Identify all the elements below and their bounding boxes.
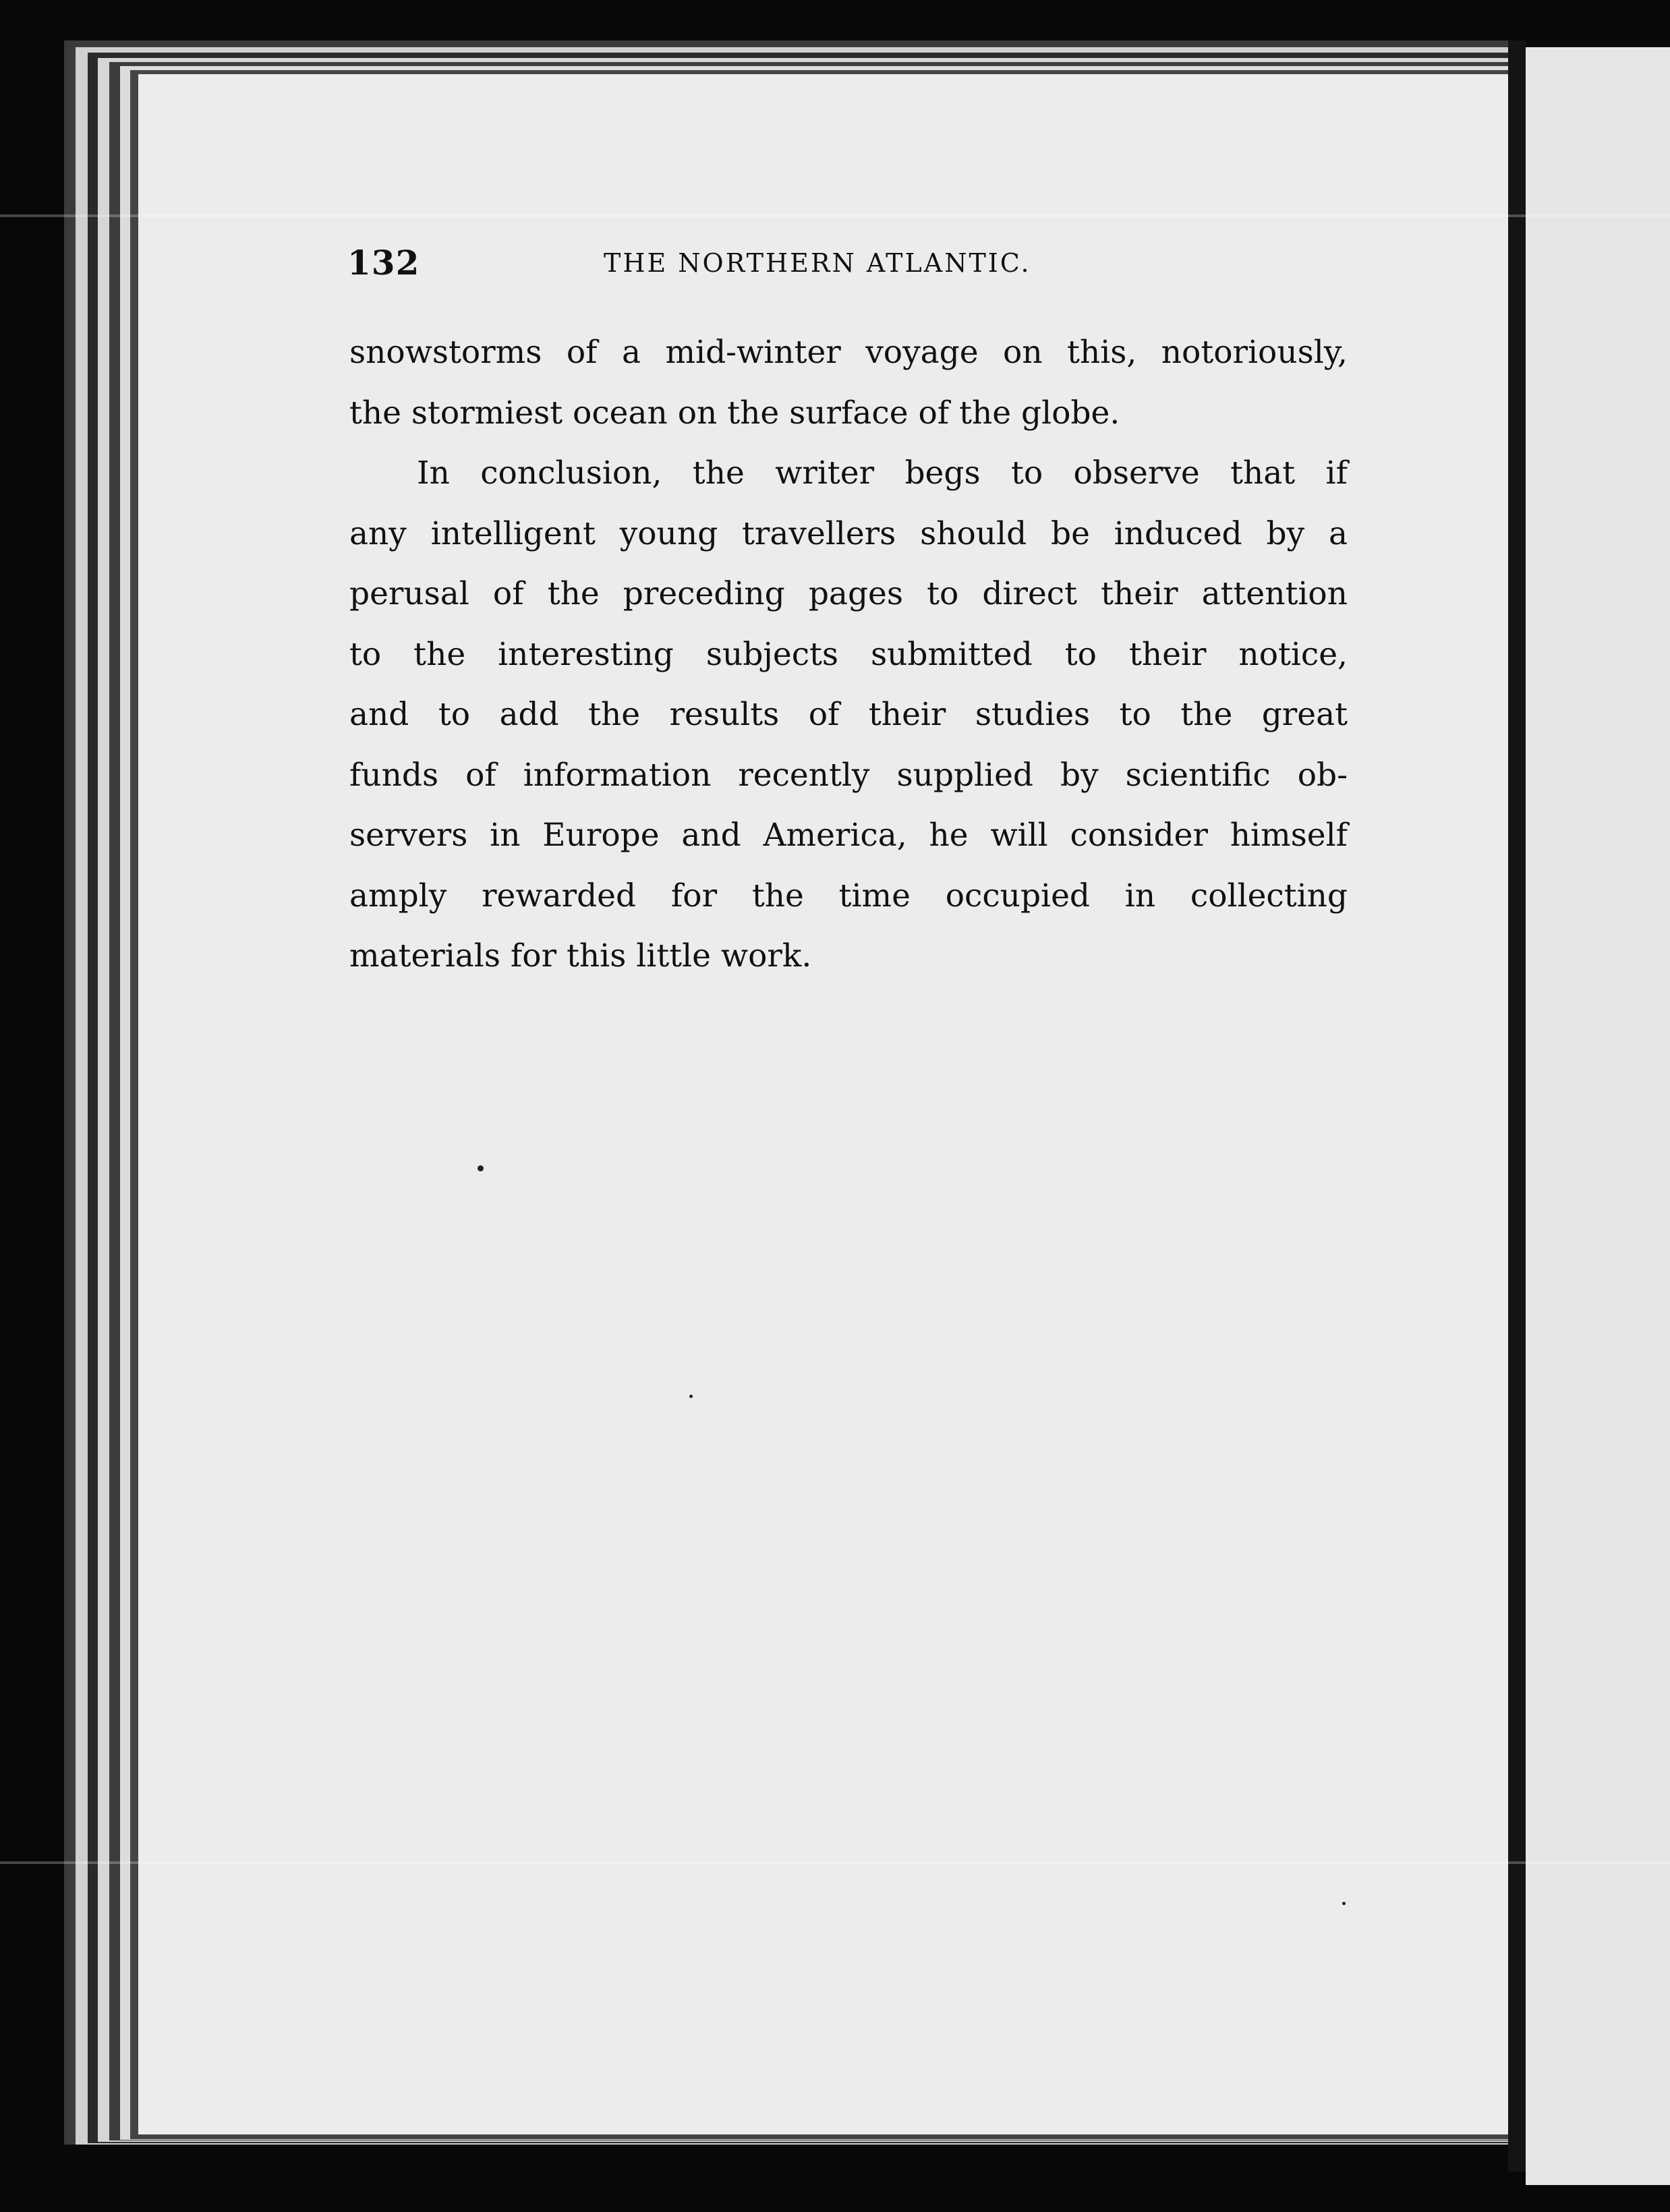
text-line: any intelligent young travellers should be induced by a [349,515,1348,552]
text-line: to the interesting subjects submitted to their notice, [349,635,1348,673]
text-line: In conclusion, the writer begs to observe that if [417,455,1348,492]
facing-page-edge [1526,47,1670,2185]
text-line: amply rewarded for the time occupied in collecting [349,877,1348,914]
ink-speck [478,1165,484,1171]
text-line: materials for this little work. [349,937,812,974]
running-head [347,243,1339,290]
text-line: the stormiest ocean on the surface of the globe. [349,394,1120,432]
scan-line [0,1861,1670,1864]
text-line: servers in Europe and America, he will consider himself [349,817,1348,854]
ink-speck [689,1395,693,1398]
running-title: THE NORTHERN ATLANTIC. [604,248,1031,278]
text-line: snowstorms of a mid-winter voyage on this, notoriously, [349,334,1348,371]
text-line: perusal of the preceding pages to direct their attention [349,575,1348,612]
book-gutter [1508,40,1526,2172]
body-text [349,322,1348,987]
scan-line [0,214,1670,217]
text-line: funds of information recently supplied by scientific ob- [349,756,1348,794]
page-number: 132 [347,243,420,283]
text-line: and to add the results of their studies to the great [349,696,1348,733]
ink-speck [1342,1902,1346,1905]
